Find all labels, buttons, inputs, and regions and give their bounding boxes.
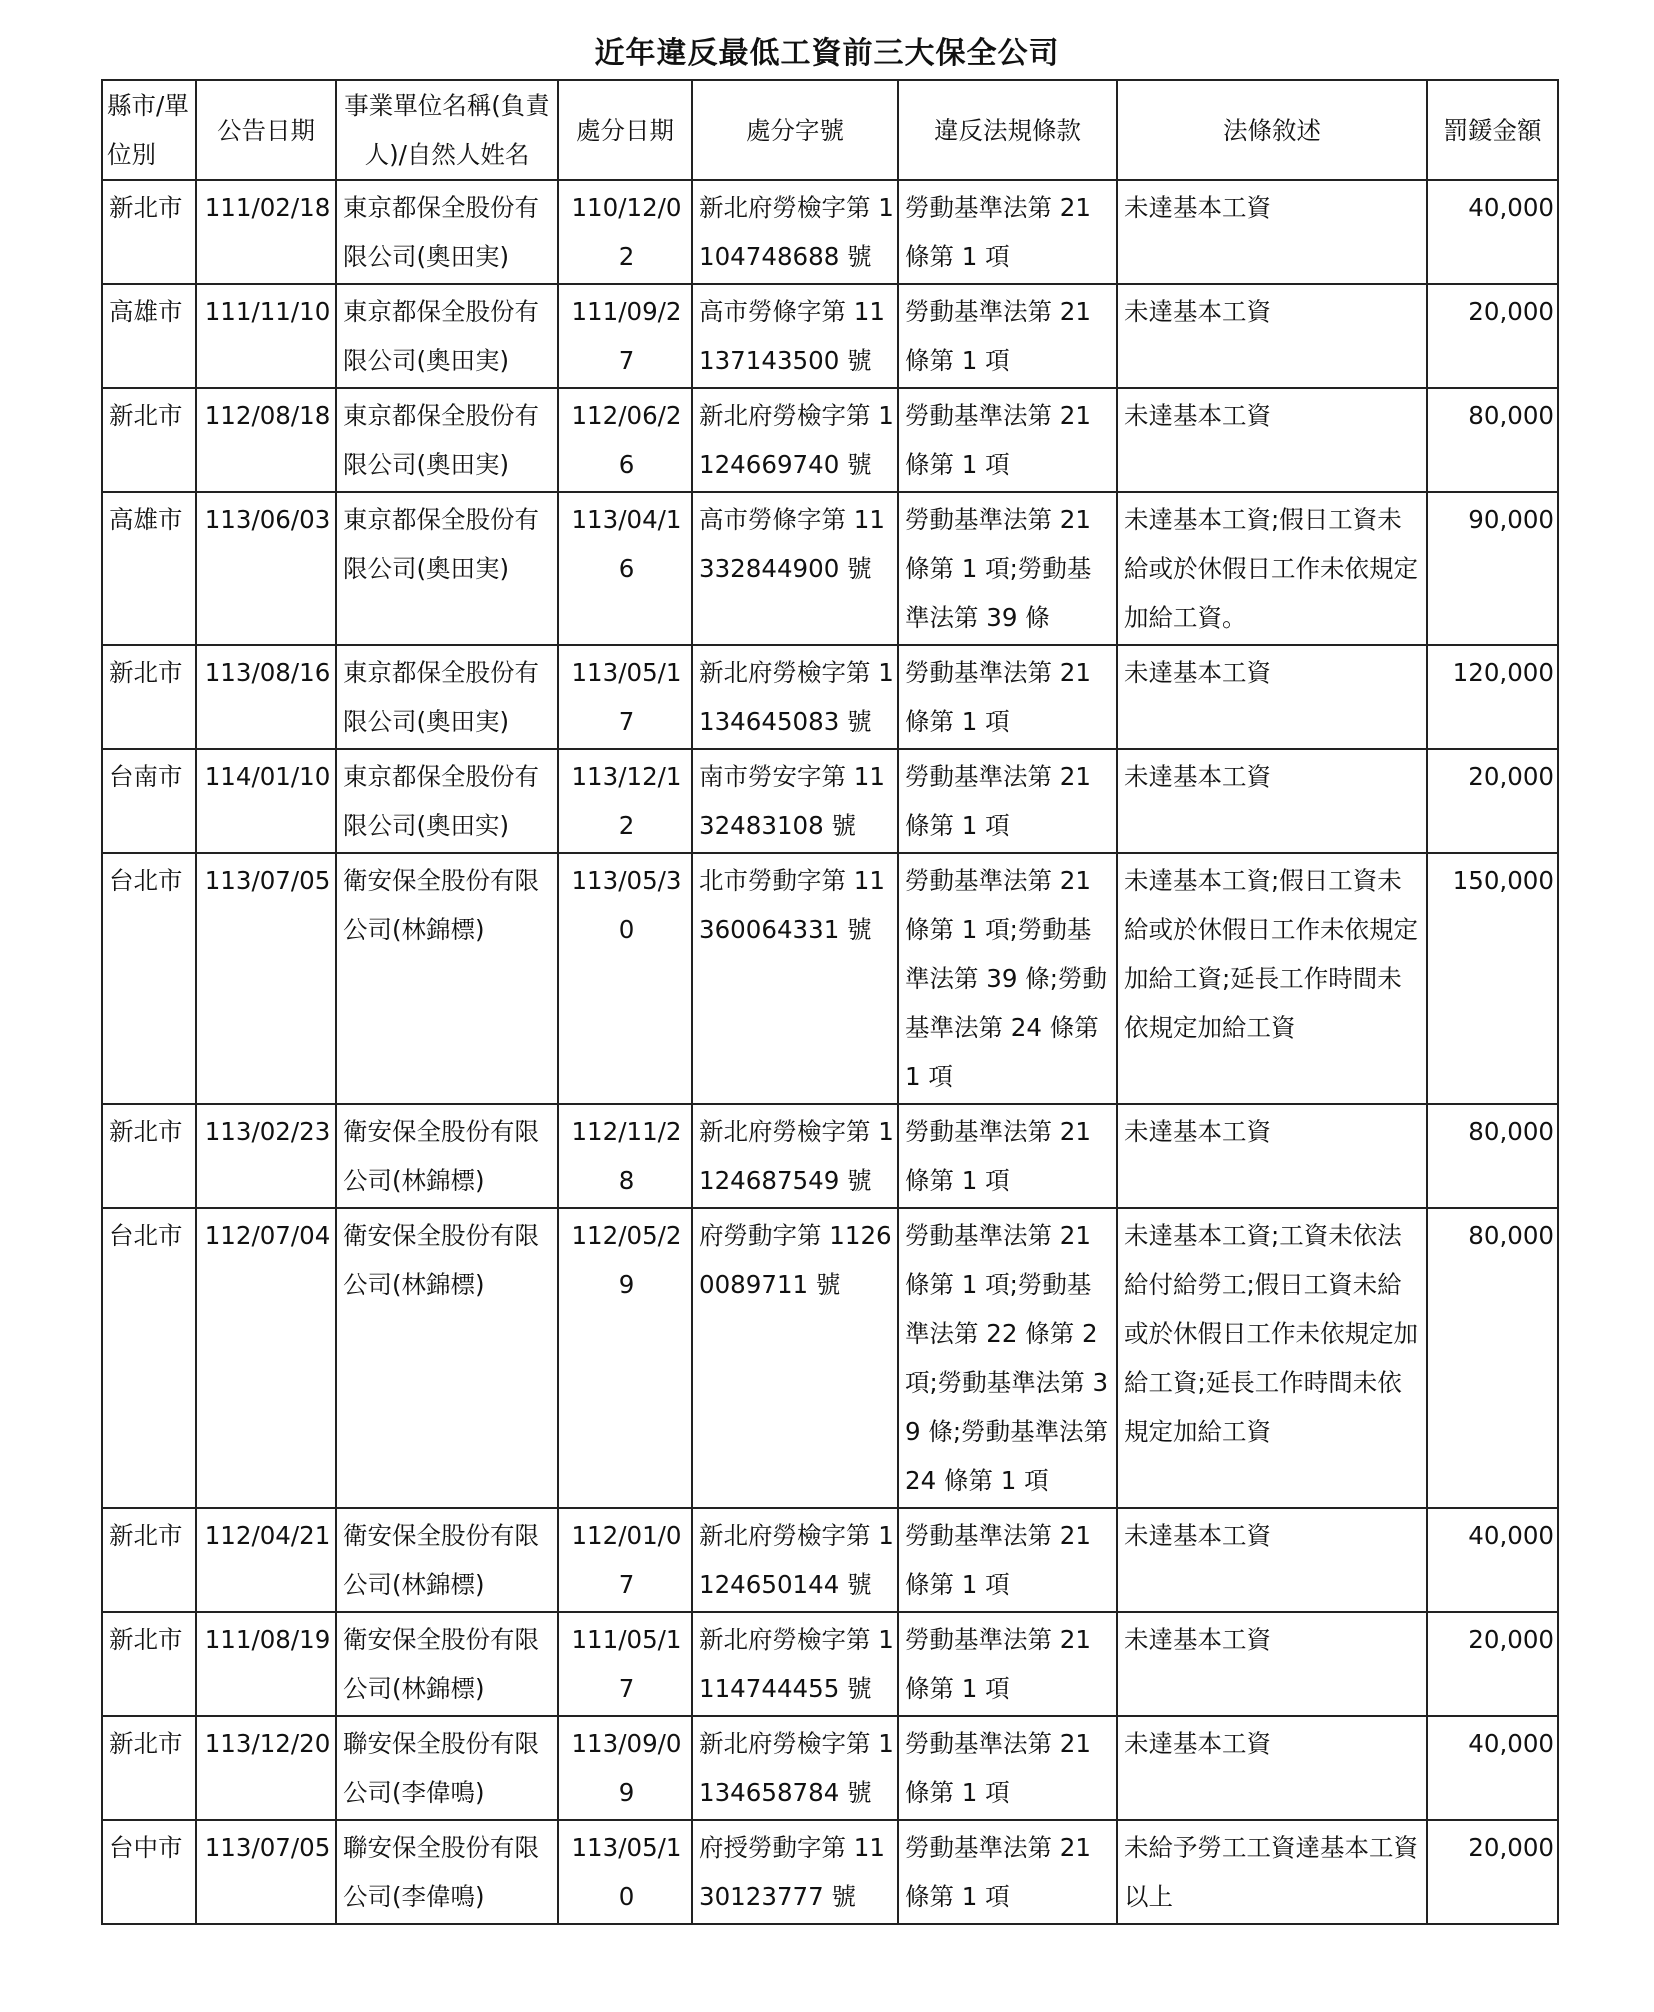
cell-law-article: 勞動基準法第 21 條第 1 項	[898, 1820, 1117, 1924]
cell-announce-date: 111/08/19	[196, 1612, 336, 1716]
header-penalty-date: 處分日期	[558, 80, 692, 180]
cell-penalty-no: 新北府勞檢字第 1134645083 號	[692, 645, 898, 749]
cell-penalty-date: 113/05/17	[558, 645, 692, 749]
cell-description: 未達基本工資;工資未依法給付給勞工;假日工資未給或於休假日工作未依規定加給工資;延長工作時間未依規定加給工資	[1117, 1208, 1427, 1508]
cell-penalty-no: 新北府勞檢字第 1134658784 號	[692, 1716, 898, 1820]
cell-law-article: 勞動基準法第 21 條第 1 項	[898, 1716, 1117, 1820]
cell-fine: 20,000	[1427, 1612, 1558, 1716]
cell-law-article: 勞動基準法第 21 條第 1 項	[898, 284, 1117, 388]
header-company: 事業單位名稱(負責人)/自然人姓名	[336, 80, 558, 180]
header-announce-date: 公告日期	[196, 80, 336, 180]
cell-penalty-date: 113/05/30	[558, 853, 692, 1104]
cell-announce-date: 111/02/18	[196, 180, 336, 284]
cell-law-article: 勞動基準法第 21 條第 1 項;勞動基準法第 39 條	[898, 492, 1117, 645]
cell-unit: 高雄市	[102, 284, 196, 388]
cell-unit: 新北市	[102, 1508, 196, 1612]
cell-law-article: 勞動基準法第 21 條第 1 項	[898, 180, 1117, 284]
cell-announce-date: 112/07/04	[196, 1208, 336, 1508]
cell-penalty-date: 112/11/28	[558, 1104, 692, 1208]
cell-description: 未給予勞工工資達基本工資以上	[1117, 1820, 1427, 1924]
table-row	[102, 1612, 1558, 1716]
cell-law-article: 勞動基準法第 21 條第 1 項	[898, 749, 1117, 853]
cell-penalty-no: 新北府勞檢字第 1124650144 號	[692, 1508, 898, 1612]
cell-announce-date: 113/12/20	[196, 1716, 336, 1820]
cell-fine: 80,000	[1427, 388, 1558, 492]
violations-table	[101, 79, 1559, 1925]
header-fine: 罰鍰金額	[1427, 80, 1558, 180]
header-unit: 縣市/單位別	[102, 80, 196, 180]
cell-penalty-date: 110/12/02	[558, 180, 692, 284]
cell-penalty-date: 113/04/16	[558, 492, 692, 645]
table-row	[102, 1208, 1558, 1508]
cell-fine: 90,000	[1427, 492, 1558, 645]
cell-fine: 20,000	[1427, 749, 1558, 853]
cell-description: 未達基本工資;假日工資未給或於休假日工作未依規定加給工資。	[1117, 492, 1427, 645]
cell-fine: 40,000	[1427, 1508, 1558, 1612]
cell-penalty-no: 新北府勞檢字第 1114744455 號	[692, 1612, 898, 1716]
cell-penalty-date: 112/01/07	[558, 1508, 692, 1612]
cell-announce-date: 113/02/23	[196, 1104, 336, 1208]
cell-penalty-no: 新北府勞檢字第 1124687549 號	[692, 1104, 898, 1208]
cell-fine: 40,000	[1427, 180, 1558, 284]
table-row	[102, 1716, 1558, 1820]
cell-announce-date: 112/04/21	[196, 1508, 336, 1612]
cell-law-article: 勞動基準法第 21 條第 1 項;勞動基準法第 39 條;勞動基準法第 24 條第 1 項	[898, 853, 1117, 1104]
cell-penalty-date: 111/05/17	[558, 1612, 692, 1716]
cell-announce-date: 113/06/03	[196, 492, 336, 645]
table-row	[102, 492, 1558, 645]
cell-announce-date: 113/07/05	[196, 853, 336, 1104]
cell-penalty-date: 113/09/09	[558, 1716, 692, 1820]
cell-unit: 台北市	[102, 1208, 196, 1508]
cell-penalty-no: 府勞動字第 11260089711 號	[692, 1208, 898, 1508]
cell-fine: 80,000	[1427, 1104, 1558, 1208]
cell-law-article: 勞動基準法第 21 條第 1 項	[898, 1612, 1117, 1716]
cell-fine: 150,000	[1427, 853, 1558, 1104]
cell-company: 東京都保全股份有限公司(奧田実)	[336, 284, 558, 388]
cell-company: 東京都保全股份有限公司(奧田実)	[336, 388, 558, 492]
cell-unit: 高雄市	[102, 492, 196, 645]
table-row	[102, 1104, 1558, 1208]
cell-unit: 新北市	[102, 180, 196, 284]
cell-penalty-date: 113/12/12	[558, 749, 692, 853]
table-row	[102, 388, 1558, 492]
cell-company: 衛安保全股份有限公司(林錦標)	[336, 853, 558, 1104]
cell-unit: 新北市	[102, 1104, 196, 1208]
cell-announce-date: 113/07/05	[196, 1820, 336, 1924]
cell-company: 聯安保全股份有限公司(李偉鳴)	[336, 1716, 558, 1820]
cell-law-article: 勞動基準法第 21 條第 1 項	[898, 388, 1117, 492]
cell-company: 東京都保全股份有限公司(奧田实)	[336, 749, 558, 853]
cell-penalty-no: 新北府勞檢字第 1104748688 號	[692, 180, 898, 284]
cell-fine: 80,000	[1427, 1208, 1558, 1508]
cell-unit: 新北市	[102, 645, 196, 749]
header-penalty-no: 處分字號	[692, 80, 898, 180]
cell-company: 東京都保全股份有限公司(奧田実)	[336, 180, 558, 284]
cell-penalty-date: 113/05/10	[558, 1820, 692, 1924]
cell-description: 未達基本工資	[1117, 1716, 1427, 1820]
cell-announce-date: 111/11/10	[196, 284, 336, 388]
cell-penalty-date: 112/06/26	[558, 388, 692, 492]
cell-unit: 台南市	[102, 749, 196, 853]
cell-penalty-date: 111/09/27	[558, 284, 692, 388]
cell-announce-date: 112/08/18	[196, 388, 336, 492]
table-row	[102, 180, 1558, 284]
header-description: 法條敘述	[1117, 80, 1427, 180]
cell-company: 衛安保全股份有限公司(林錦標)	[336, 1612, 558, 1716]
table-row	[102, 1820, 1558, 1924]
table-row	[102, 284, 1558, 388]
cell-penalty-no: 高市勞條字第 11137143500 號	[692, 284, 898, 388]
cell-penalty-no: 高市勞條字第 11332844900 號	[692, 492, 898, 645]
table-row	[102, 853, 1558, 1104]
cell-unit: 台中市	[102, 1820, 196, 1924]
cell-fine: 20,000	[1427, 1820, 1558, 1924]
document-title: 近年違反最低工資前三大保全公司	[594, 36, 1060, 71]
cell-unit: 新北市	[102, 388, 196, 492]
cell-description: 未達基本工資	[1117, 1508, 1427, 1612]
cell-fine: 20,000	[1427, 284, 1558, 388]
cell-unit: 台北市	[102, 853, 196, 1104]
cell-description: 未達基本工資	[1117, 1104, 1427, 1208]
table-row	[102, 749, 1558, 853]
cell-description: 未達基本工資	[1117, 388, 1427, 492]
cell-company: 東京都保全股份有限公司(奧田実)	[336, 645, 558, 749]
cell-company: 衛安保全股份有限公司(林錦標)	[336, 1508, 558, 1612]
cell-penalty-no: 南市勞安字第 1132483108 號	[692, 749, 898, 853]
cell-fine: 40,000	[1427, 1716, 1558, 1820]
cell-penalty-no: 新北府勞檢字第 1124669740 號	[692, 388, 898, 492]
cell-penalty-date: 112/05/29	[558, 1208, 692, 1508]
cell-description: 未達基本工資	[1117, 645, 1427, 749]
cell-penalty-no: 北市勞動字第 11360064331 號	[692, 853, 898, 1104]
cell-unit: 新北市	[102, 1716, 196, 1820]
cell-law-article: 勞動基準法第 21 條第 1 項	[898, 1508, 1117, 1612]
cell-unit: 新北市	[102, 1612, 196, 1716]
cell-company: 東京都保全股份有限公司(奧田実)	[336, 492, 558, 645]
cell-law-article: 勞動基準法第 21 條第 1 項;勞動基準法第 22 條第 2 項;勞動基準法第 39 條;勞動基準法第 24 條第 1 項	[898, 1208, 1117, 1508]
cell-fine: 120,000	[1427, 645, 1558, 749]
cell-penalty-no: 府授勞動字第 1130123777 號	[692, 1820, 898, 1924]
table-row	[102, 1508, 1558, 1612]
cell-description: 未達基本工資;假日工資未給或於休假日工作未依規定加給工資;延長工作時間未依規定加給工資	[1117, 853, 1427, 1104]
header-law-article: 違反法規條款	[898, 80, 1117, 180]
table-row	[102, 645, 1558, 749]
cell-description: 未達基本工資	[1117, 1612, 1427, 1716]
cell-announce-date: 113/08/16	[196, 645, 336, 749]
cell-description: 未達基本工資	[1117, 180, 1427, 284]
table-header-row	[102, 80, 1558, 180]
cell-law-article: 勞動基準法第 21 條第 1 項	[898, 645, 1117, 749]
cell-law-article: 勞動基準法第 21 條第 1 項	[898, 1104, 1117, 1208]
cell-company: 衛安保全股份有限公司(林錦標)	[336, 1208, 558, 1508]
cell-company: 衛安保全股份有限公司(林錦標)	[336, 1104, 558, 1208]
cell-announce-date: 114/01/10	[196, 749, 336, 853]
cell-company: 聯安保全股份有限公司(李偉鳴)	[336, 1820, 558, 1924]
cell-description: 未達基本工資	[1117, 284, 1427, 388]
cell-description: 未達基本工資	[1117, 749, 1427, 853]
